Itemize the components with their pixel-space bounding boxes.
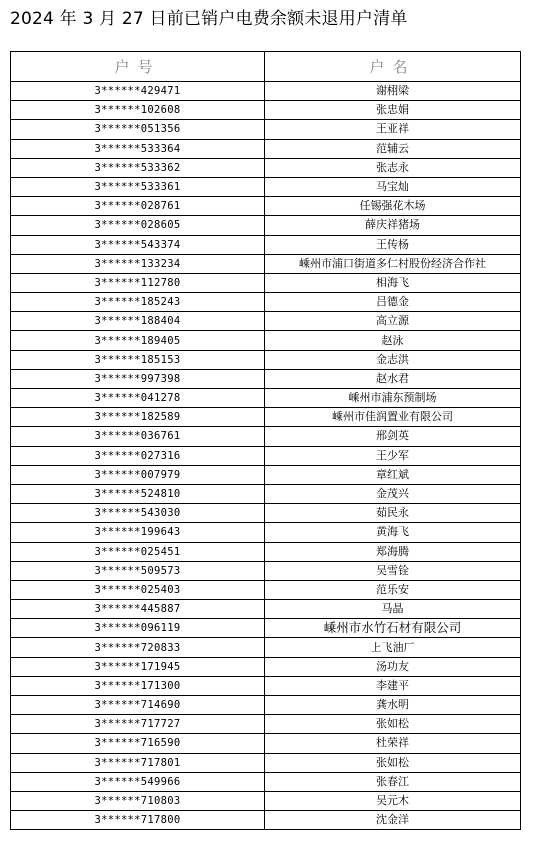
table-row <box>11 273 521 292</box>
account-number-cell: 3******549966 <box>11 772 265 791</box>
table-row <box>11 580 521 599</box>
table-row <box>11 82 521 101</box>
account-number-cell: 3******533364 <box>11 139 265 158</box>
account-number-cell: 3******533362 <box>11 158 265 177</box>
account-number-cell: 3******720833 <box>11 638 265 657</box>
account-number-cell: 3******028761 <box>11 197 265 216</box>
account-name-cell: 相海飞 <box>265 273 521 292</box>
table-row <box>11 600 521 619</box>
account-name-cell: 吴雪铨 <box>265 561 521 580</box>
table-row <box>11 158 521 177</box>
account-number-cell: 3******543374 <box>11 235 265 254</box>
account-number-cell: 3******533361 <box>11 177 265 196</box>
account-number-cell: 3******997398 <box>11 369 265 388</box>
table-row <box>11 484 521 503</box>
table-row <box>11 676 521 695</box>
table-row <box>11 177 521 196</box>
column-header-account: 户号 <box>11 52 265 82</box>
table-row <box>11 791 521 810</box>
account-number-cell: 3******133234 <box>11 254 265 273</box>
account-number-cell: 3******543030 <box>11 504 265 523</box>
account-name-cell: 邢剑英 <box>265 427 521 446</box>
account-name-cell: 王少军 <box>265 446 521 465</box>
account-name-cell: 郑海腾 <box>265 542 521 561</box>
account-number-cell: 3******096119 <box>11 619 265 638</box>
account-name-cell: 李建平 <box>265 676 521 695</box>
account-name-cell: 沈金洋 <box>265 811 521 830</box>
table-row <box>11 254 521 273</box>
account-number-cell: 3******051356 <box>11 120 265 139</box>
table-row <box>11 312 521 331</box>
account-name-cell: 吕德金 <box>265 293 521 312</box>
table-row <box>11 638 521 657</box>
table-row <box>11 465 521 484</box>
table-row <box>11 427 521 446</box>
account-name-cell: 王亚祥 <box>265 120 521 139</box>
account-number-cell: 3******509573 <box>11 561 265 580</box>
table-row <box>11 408 521 427</box>
table-row <box>11 734 521 753</box>
account-number-cell: 3******102608 <box>11 101 265 120</box>
account-number-cell: 3******716590 <box>11 734 265 753</box>
account-number-cell: 3******185153 <box>11 350 265 369</box>
account-name-cell: 张如松 <box>265 715 521 734</box>
table-row <box>11 542 521 561</box>
table-row <box>11 619 521 638</box>
account-number-cell: 3******188404 <box>11 312 265 331</box>
account-name-cell: 谢栩梁 <box>265 82 521 101</box>
account-name-cell: 嵊州市水竹石材有限公司 <box>265 619 521 638</box>
account-name-cell: 嵊州市浦东预制场 <box>265 389 521 408</box>
table-row <box>11 753 521 772</box>
account-number-cell: 3******429471 <box>11 82 265 101</box>
account-number-cell: 3******710803 <box>11 791 265 810</box>
column-header-name: 户名 <box>265 52 521 82</box>
table-row <box>11 696 521 715</box>
account-name-cell: 张志永 <box>265 158 521 177</box>
table-row <box>11 120 521 139</box>
account-name-cell: 赵泳 <box>265 331 521 350</box>
account-name-cell: 汤功友 <box>265 657 521 676</box>
account-name-cell: 黄海飞 <box>265 523 521 542</box>
account-number-cell: 3******445887 <box>11 600 265 619</box>
account-number-cell: 3******171945 <box>11 657 265 676</box>
account-name-cell: 嵊州市浦口街道多仁村股份经济合作社 <box>265 254 521 273</box>
account-number-cell: 3******185243 <box>11 293 265 312</box>
account-number-cell: 3******027316 <box>11 446 265 465</box>
table-row <box>11 772 521 791</box>
account-number-cell: 3******171300 <box>11 676 265 695</box>
account-number-cell: 3******025451 <box>11 542 265 561</box>
account-name-cell: 杜荣祥 <box>265 734 521 753</box>
account-number-cell: 3******189405 <box>11 331 265 350</box>
table-row <box>11 561 521 580</box>
account-name-cell: 上飞油厂 <box>265 638 521 657</box>
account-number-cell: 3******717800 <box>11 811 265 830</box>
account-number-cell: 3******112780 <box>11 273 265 292</box>
account-number-cell: 3******199643 <box>11 523 265 542</box>
table-row <box>11 235 521 254</box>
table-row <box>11 197 521 216</box>
account-name-cell: 茹民永 <box>265 504 521 523</box>
account-number-cell: 3******524810 <box>11 484 265 503</box>
table-row <box>11 657 521 676</box>
table-header-row <box>11 52 521 82</box>
account-number-cell: 3******028605 <box>11 216 265 235</box>
table-row <box>11 389 521 408</box>
account-name-cell: 王传杨 <box>265 235 521 254</box>
account-number-cell: 3******025403 <box>11 580 265 599</box>
account-name-cell: 张如松 <box>265 753 521 772</box>
table-row <box>11 811 521 830</box>
account-number-cell: 3******041278 <box>11 389 265 408</box>
table-row <box>11 139 521 158</box>
account-name-cell: 金志洪 <box>265 350 521 369</box>
account-number-cell: 3******036761 <box>11 427 265 446</box>
table-row <box>11 101 521 120</box>
table-row <box>11 715 521 734</box>
table-row <box>11 293 521 312</box>
account-number-cell: 3******714690 <box>11 696 265 715</box>
account-number-cell: 3******717801 <box>11 753 265 772</box>
account-name-cell: 范辅云 <box>265 139 521 158</box>
refund-list-table <box>10 51 520 830</box>
account-name-cell: 高立源 <box>265 312 521 331</box>
account-number-cell: 3******717727 <box>11 715 265 734</box>
account-name-cell: 吴元木 <box>265 791 521 810</box>
table-row <box>11 216 521 235</box>
account-name-cell: 龚水明 <box>265 696 521 715</box>
table-row <box>11 331 521 350</box>
account-name-cell: 嵊州市佳润置业有限公司 <box>265 408 521 427</box>
account-name-cell: 张忠娟 <box>265 101 521 120</box>
account-name-cell: 张春江 <box>265 772 521 791</box>
account-name-cell: 薛庆祥猪场 <box>265 216 521 235</box>
account-name-cell: 赵水君 <box>265 369 521 388</box>
account-name-cell: 章红斌 <box>265 465 521 484</box>
account-name-cell: 马宝灿 <box>265 177 521 196</box>
account-number-cell: 3******007979 <box>11 465 265 484</box>
account-name-cell: 马晶 <box>265 600 521 619</box>
table-row <box>11 350 521 369</box>
account-number-cell: 3******182589 <box>11 408 265 427</box>
account-name-cell: 范乐安 <box>265 580 521 599</box>
account-name-cell: 金茂兴 <box>265 484 521 503</box>
page-title: 2024 年 3 月 27 日前已销户电费余额未退用户清单 <box>10 9 408 29</box>
table-row <box>11 446 521 465</box>
table-row <box>11 369 521 388</box>
account-name-cell: 任锡强花木场 <box>265 197 521 216</box>
table-row <box>11 523 521 542</box>
table-row <box>11 504 521 523</box>
